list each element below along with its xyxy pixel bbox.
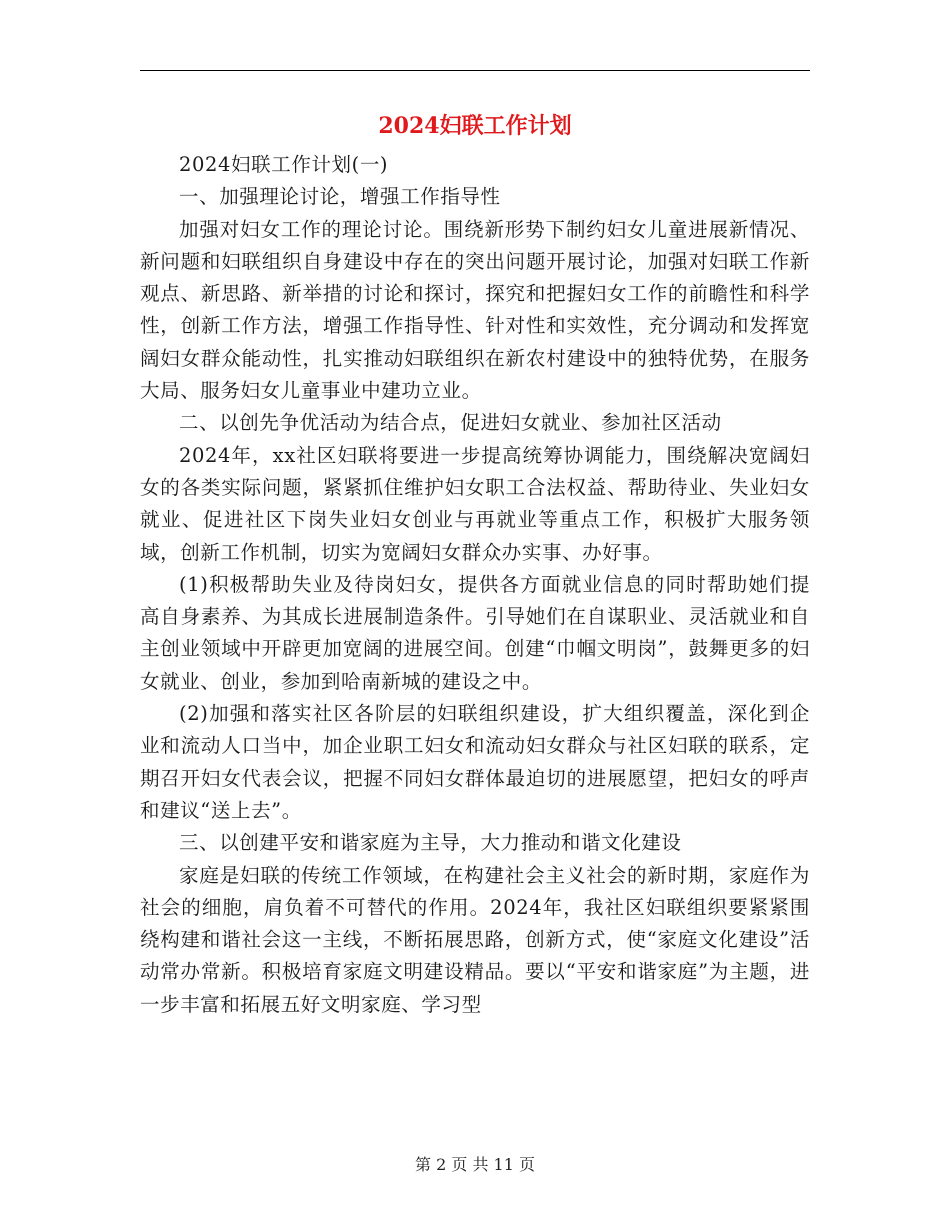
document-title: 2024妇联工作计划 [378,113,572,139]
header-rule [140,70,810,71]
page-number: 第 2 页 共 11 页 [415,1155,535,1174]
paragraph: (1)积极帮助失业及待岗妇女，提供各方面就业信息的同时帮助她们提高自身素养、为其成长进展制造条件。引导她们在自谋职业、灵活就业和自主创业领域中开辟更加宽阔的进展空间。创建“巾帼文明岗”，鼓舞更多的妇女就业、创业，参加到哈南新城的建设之中。 [140,572,810,693]
paragraph: (2)加强和落实社区各阶层的妇联组织建设，扩大组织覆盖，深化到企业和流动人口当中，加企业职工妇女和流动妇女群众与社区妇联的联系，定期召开妇女代表会议，把握不同妇女群体最迫切的进展愿望，把妇女的呼声和建议“送上去”。 [140,702,810,822]
heading-3: 三、以创建平安和谐家庭为主导，大力推动和谐文化建设 [179,831,682,855]
heading-1: 一、加强理论讨论，增强工作指导性 [179,185,501,209]
paragraph: 加强对妇女工作的理论讨论。围绕新形势下制约妇女儿童进展新情况、新问题和妇联组织自身建设中存在的突出问题开展讨论，加强对妇联工作新观点、新思路、新举措的讨论和探讨，探究和把握妇女工作的前瞻性和科学性，创新工作方法，增强工作指导性、针对性和实效性，充分调动和发挥宽阔妇女群众能动性，扎实推动妇联组织在新农村建设中的独特优势，在服务大局、服务妇女儿童事业中建功立业。 [140,217,810,403]
paragraph: 2024年，xx社区妇联将要进一步提高统筹协调能力，围绕解决宽阔妇女的各类实际问题，紧紧抓住维护妇女职工合法权益、帮助待业、失业妇女就业、促进社区下岗失业妇女创业与再就业等重点工作，积极扩大服务领域，创新工作机制，切实为宽阔妇女群众办实事、办好事。 [140,443,810,564]
section-subtitle: 2024妇联工作计划(一) [179,153,389,176]
document-body [140,149,810,1021]
paragraph: 家庭是妇联的传统工作领域，在构建社会主义社会的新时期，家庭作为社会的细胞，肩负着不可替代的作用。2024年，我社区妇联组织要紧紧围绕构建和谐社会这一主线，不断拓展思路，创新方式，使“家庭文化建设”活动常办常新。积极培育家庭文明建设精品。要以“平安和谐家庭”为主题，进一步丰富和拓展五好文明家庭、学习型 [140,863,810,1016]
heading-2: 二、以创先争优活动为结合点，促进妇女就业、参加社区活动 [179,411,722,435]
